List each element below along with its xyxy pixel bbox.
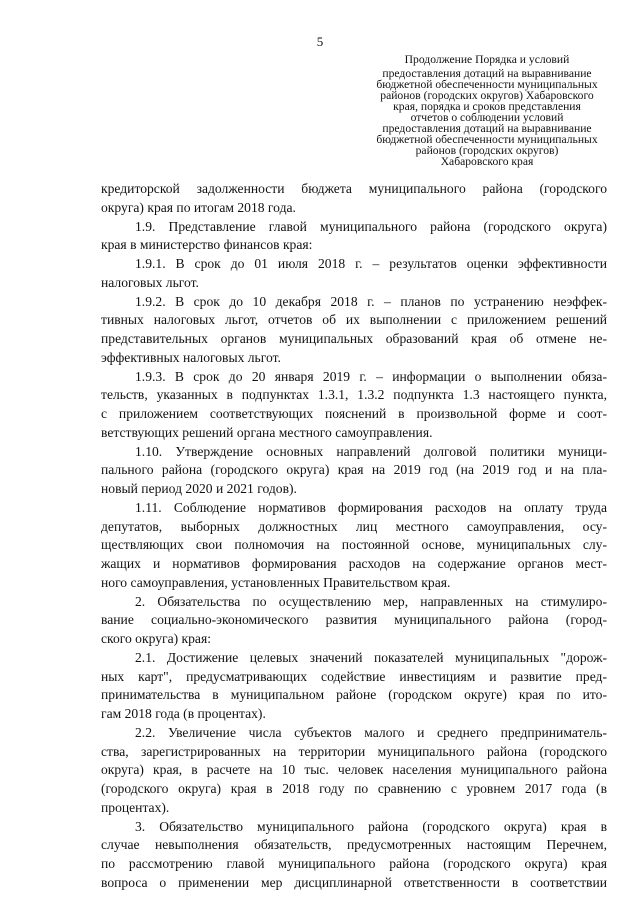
text-line: (городского округа) края в 2018 году по сравнению с уровнем 2017 года (в <box>101 781 607 796</box>
text-line: с приложением соответствующих пояснений в произвольной форме и соот- <box>101 406 607 421</box>
paragraph <box>101 499 607 593</box>
header-line: районов (городских округов) Хабаровского <box>380 89 594 102</box>
paragraph <box>101 818 607 893</box>
paragraph <box>101 593 607 649</box>
text-line: 1.9.2. В срок до 10 декабря 2018 г. – планов по устранению неэффек- <box>135 293 607 309</box>
header-line: предоставления дотаций на выравнивание <box>382 67 592 80</box>
text-line: жащих и нормативов формирования расходов на содержание органов мест- <box>101 556 607 571</box>
text-line: ществляющих свои полномочия на постоянной основе, муниципальных слу- <box>101 537 607 553</box>
header-line: бюджетной обеспеченности муниципальных <box>376 133 598 146</box>
paragraph <box>101 649 607 724</box>
text-line: по рассмотрению главой муниципального района (городского округа) края <box>101 856 607 871</box>
text-line: налоговых льгот. <box>101 274 199 290</box>
text-line: 1.9.3. В срок до 20 января 2019 г. – информации о выполнении обяза- <box>135 368 607 384</box>
text-line: ветствующих решений органа местного самоуправления. <box>101 424 433 440</box>
text-line: 2.2. Увеличение числа субъектов малого и среднего предприниматель- <box>135 724 607 740</box>
text-line: вопроса о применении мер дисциплинарной ответственности в соответствии <box>101 874 607 890</box>
text-line: ского округа) края: <box>101 631 211 646</box>
header-line: районов (городских округов) <box>415 144 559 157</box>
text-line: вание социально-экономического развития муниципального района (город- <box>101 612 607 628</box>
text-line: гам 2018 года (в процентах). <box>101 706 266 721</box>
header-line: края, порядка и сроков представления <box>393 100 581 113</box>
paragraph <box>101 255 607 293</box>
text-line: округа) края по итогам 2018 года. <box>101 199 296 215</box>
page-number: 5 <box>316 34 324 49</box>
text-line: тивных налоговых льгот, отчетов об их выполнении с приложением решений <box>101 312 607 328</box>
text-line: ных карт", предусматривающих содействие инвестициям и развитие пред- <box>101 668 607 684</box>
text-line: случае невыполнения обязательств, предусмотренных настоящим Перечнем, <box>101 837 607 853</box>
document-body <box>101 180 607 893</box>
text-line: округа) края, в расчете на 10 тыс. человек населения муниципального района <box>101 762 607 778</box>
header-line: предоставления дотаций на выравнивание <box>382 122 592 135</box>
text-line: 2. Обязательства по осуществлению мер, направленных на стимулиро- <box>135 593 607 609</box>
text-line: 1.10. Утверждение основных направлений долговой политики муници- <box>135 443 607 459</box>
text-line: 2.1. Достижение целевых значений показателей муниципальных "дорож- <box>135 649 607 665</box>
paragraph <box>101 724 607 818</box>
continuation-header <box>364 54 610 167</box>
header-line: отчетов о соблюдении условий <box>410 111 564 124</box>
text-line: края в министерство финансов края: <box>101 237 313 253</box>
text-line: депутатов, выборных должностных лиц местного самоуправления, осу- <box>101 518 607 534</box>
text-line: пального района (городского округа) края на 2019 год (на 2019 год и на пла- <box>101 462 607 478</box>
header-line: Хабаровского края <box>440 155 534 168</box>
paragraph <box>101 368 607 443</box>
paragraph <box>101 180 607 218</box>
paragraph <box>101 443 607 499</box>
text-line: 1.9.1. В срок до 01 июля 2018 г. – результатов оценки эффективности <box>135 256 607 271</box>
text-line: 3. Обязательство муниципального района (городского округа) края в <box>135 818 607 834</box>
text-line: новый период 2020 и 2021 годов). <box>101 481 297 496</box>
text-line: ства, зарегистрированных на территории муниципального района (городского <box>101 743 607 759</box>
text-line: ного самоуправления, установленных Правительством края. <box>101 574 451 590</box>
paragraph <box>101 293 607 368</box>
text-line: 1.11. Соблюдение нормативов формирования расходов на оплату труда <box>135 499 607 515</box>
text-line: тельств, указанных в подпунктах 1.3.1, 1.3.2 подпункта 1.3 настоящего пункта, <box>101 387 607 403</box>
paragraph <box>101 218 607 256</box>
header-line: Продолжение Порядка и условий <box>404 53 570 66</box>
text-line: процентах). <box>101 799 170 815</box>
header-line: бюджетной обеспеченности муниципальных <box>376 78 598 91</box>
text-line: представительных органов муниципальных образований края об отмене не- <box>101 331 607 346</box>
text-line: кредиторской задолженности бюджета муниципального района (городского <box>101 181 607 196</box>
text-line: принимательства в муниципальном районе (городском округе) края по ито- <box>101 687 607 703</box>
text-line: 1.9. Представление главой муниципального района (городского округа) <box>135 218 607 234</box>
text-line: эффективных налоговых льгот. <box>101 349 281 365</box>
